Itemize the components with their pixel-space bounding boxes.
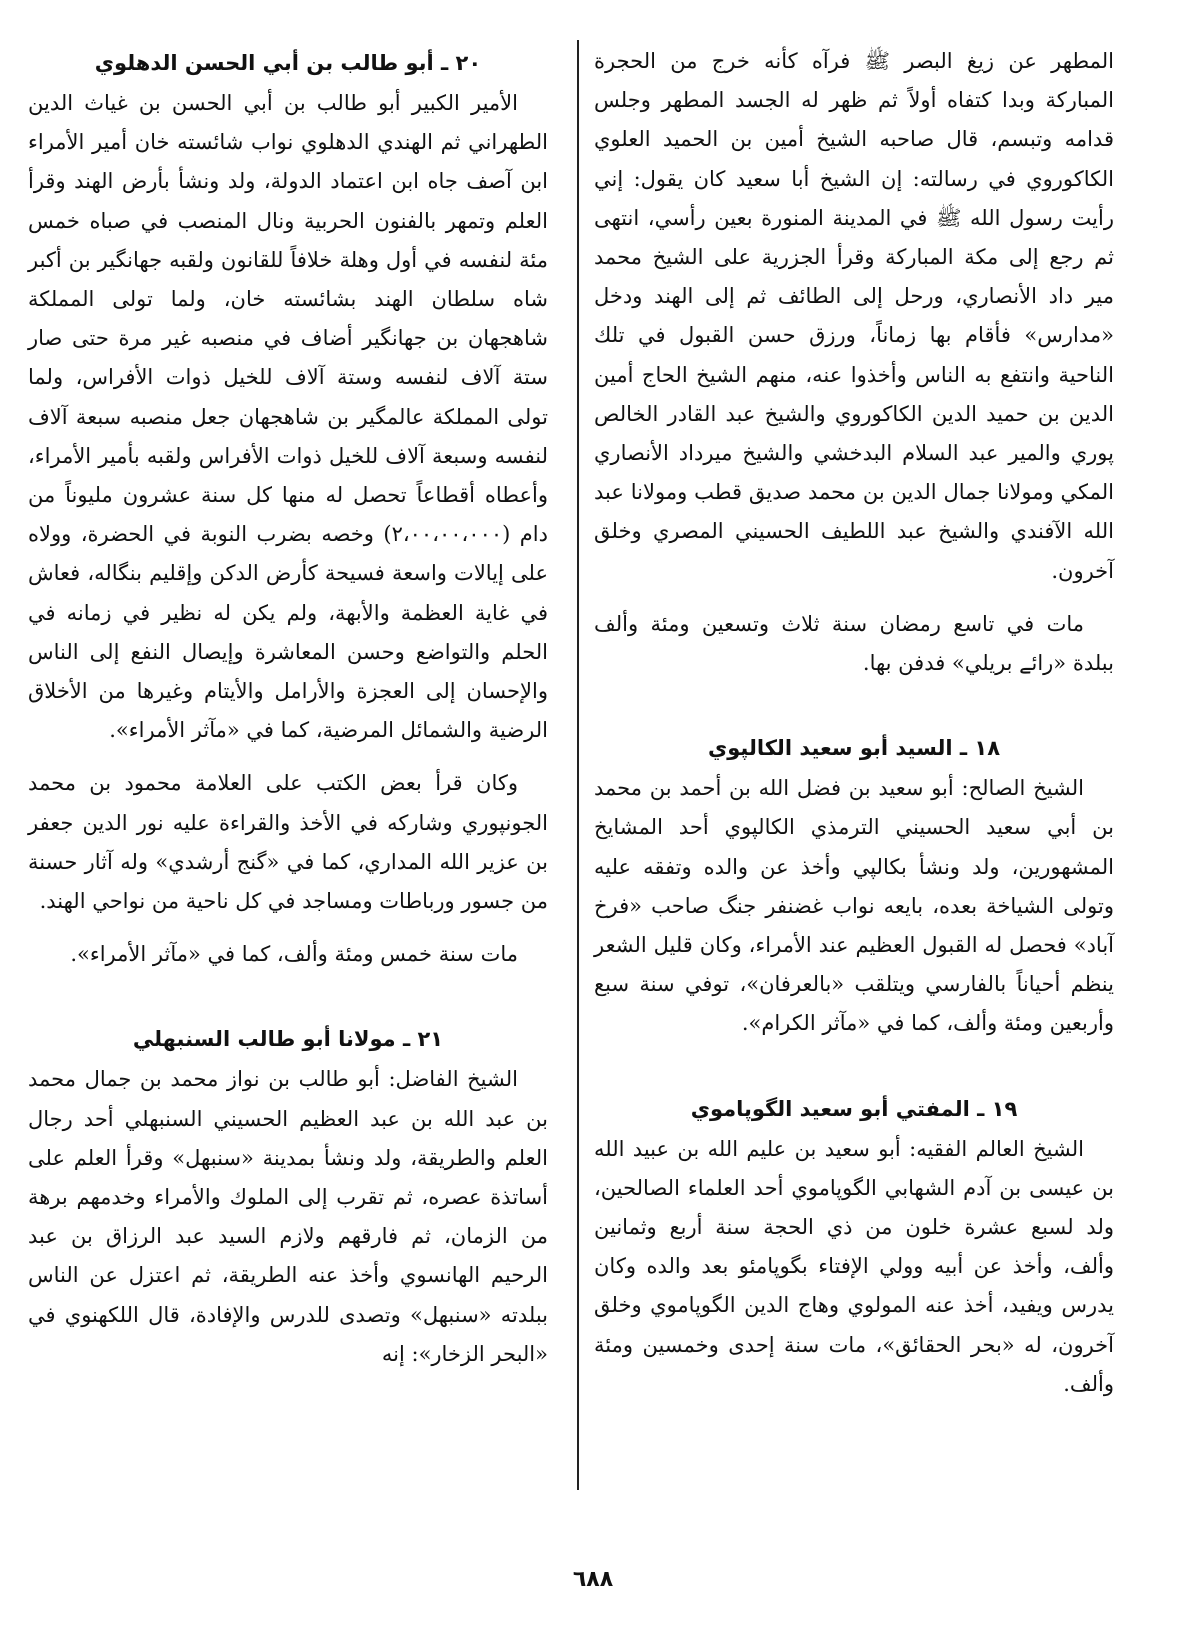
left-column (28, 42, 548, 1374)
entry-18-body: الشيخ الصالح: أبو سعيد بن فضل الله بن أحمد بن محمد بن أبي سعيد الحسيني الترمذي الكالپوي أحد المشايخ المشهورين، ولد ونشأ بكالپي وأخذ عن والده وتفقه عليه وتولى الشياخة بعده، بايعه نواب غضنفر جنگ صاحب «فرخ آباد» فحصل له القبول العظيم عند الأمراء، وكان قليل الشعر ينظم أحياناً بالفارسي ويتلقب «بالعرفان»، توفي سنة سبع وأربعين ومئة وألف، كما في «مآثر الكرام». (594, 776, 1114, 1036)
entry-19-body: الشيخ العالم الفقيه: أبو سعيد بن عليم الله بن عبيد الله بن عيسى بن آدم الشهابي الگوپاموي أحد العلماء الصالحين، ولد لسبع عشرة خلون من ذي الحجة سنة أربع وثمانين وألف، وأخذ عن أبيه وولي الإفتاء بگوپامئو بعد والده وكان يدرس ويفيد، أخذ عنه المولوي وهاج الدين الگوپاموي وخلق آخرون، له «بحر الحقائق»، مات سنة إحدى وخمسين ومئة وألف. (594, 1136, 1114, 1396)
right-column (594, 42, 1114, 1404)
entry-20-body-2: وكان قرأ بعض الكتب على العلامة محمود بن محمد الجونپوري وشاركه في الأخذ والقراءة عليه نور الدين جعفر بن عزير الله المداري، كما في «گنج أرشدي» وله آثار حسنة من جسور ورباطات ومساجد في كل ناحية من نواحي الهند. (28, 771, 548, 914)
entry-18-heading: ١٨ ـ السيد أبو سعيد الكالپوي (707, 736, 1001, 761)
entry-19-heading: ١٩ ـ المفتي أبو سعيد الگوپاموي (690, 1096, 1018, 1121)
entry-20-body-1: الأمير الكبير أبو طالب بن أبي الحسن بن غياث الدين الطهراني ثم الهندي الدهلوي نواب شائسته خان أمير الأمراء ابن آصف جاه ابن اعتماد الدولة، ولد ونشأ بأرض الهند وقرأ العلم وتمهر بالفنون الحربية ونال المنصب في صباه خمس مئة لنفسه في أول وهلة خلافاً للقانون ولقبه جهانگير بن أكبر شاه سلطان الهند بشائسته خان، ولما تولى المملكة شاهجهان بن جهانگير أضاف في منصبه غير مرة حتى صار ستة آلاف لنفسه وستة آلاف للخيل ذوات الأفراس، ولما تولى المملكة عالمگير بن شاهجهان جعل منصبه سبعة آلاف لنفسه وسبعة آلاف للخيل ذوات الأفراس ولقبه بأمير الأمراء، وأعطاه أقطاعاً تحصل له منها كل سنة عشرون مليوناً من دام (٢،٠٠،٠٠،٠٠٠) وخصه بضرب النوبة في الحضرة، وولاه على إيالات واسعة فسيحة كأرض الدكن وإقليم بنگاله، فعاش في غاية العظمة والأبهة، ولم يكن له نظير في زمانه في الحلم والتواضع وحسن المعاشرة وإيصال النفع إلى الناس والإحسان إلى العجزة والأرامل والأيتام وغيرها من الأخلاق الرضية والشمائل المرضية، كما في «مآثر الأمراء». (28, 91, 548, 743)
entry-21-body: الشيخ الفاضل: أبو طالب بن نواز محمد بن جمال محمد بن عبد الله بن عبد العظيم الحسيني السنبهلي أحد رجال العلم والطريقة، ولد ونشأ بمدينة «سنبهل» وقرأ العلم على أساتذة عصره، ثم تقرب إلى الملوك والأمراء وخدمهم برهة من الزمان، ثم فارقهم ولازم السيد عبد الرزاق بن عبد الرحيم الهانسوي وأخذ عنه الطريقة، ثم اعتزل عن الناس ببلدته «سنبهل» وتصدى للدرس والإفادة، قال اللكهنوي في «البحر الزخار»: إنه (28, 1067, 548, 1366)
entry-20-heading: ٢٠ ـ أبو طالب بن أبي الحسن الدهلوي (94, 51, 482, 75)
entry-20-body-3: مات سنة خمس ومئة وألف، كما في «مآثر الأمراء». (70, 942, 518, 967)
column-divider (577, 40, 579, 1490)
page-number: ٦٨٨ (572, 1567, 614, 1592)
death-note-paragraph: مات في تاسع رمضان سنة ثلاث وتسعين ومئة وألف ببلدة «رائے بريلي» فدفن بها. (594, 611, 1114, 676)
continuation-paragraph: المطهر عن زيغ البصر ﷺ فرآه كأنه خرج من الحجرة المباركة وبدا كتفاه أولاً ثم ظهر له الجسد المطهر وجلس قدامه وتبسم، قال صاحبه الشيخ أمين بن الحميد العلوي الكاكوروي في رسالته: إن الشيخ أبا سعيد كان يقول: إني رأيت رسول الله ﷺ في المدينة المنورة بعين رأسي، انتهى ثم رجع إلى مكة المباركة وقرأ الجزرية على الشيخ محمد مير داد الأنصاري، ورحل إلى الطائف ثم إلى الهند ودخل «مدارس» فأقام بها زماناً، ورزق حسن القبول في تلك الناحية وانتفع به الناس وأخذوا عنه، منهم الشيخ الحاج أمين الدين بن حميد الدين الكاكوروي والشيخ عبد القادر الخالص پوري والمير عبد السلام البدخشي والشيخ ميرداد الأنصاري المكي ومولانا جمال الدين بن محمد صديق قطب ومولانا عبد الله الآفندي والشيخ عبد اللطيف الحسيني المصري وخلق آخرون. (594, 49, 1114, 583)
entry-21-heading: ٢١ ـ مولانا أبو طالب السنبهلي (132, 1027, 444, 1052)
